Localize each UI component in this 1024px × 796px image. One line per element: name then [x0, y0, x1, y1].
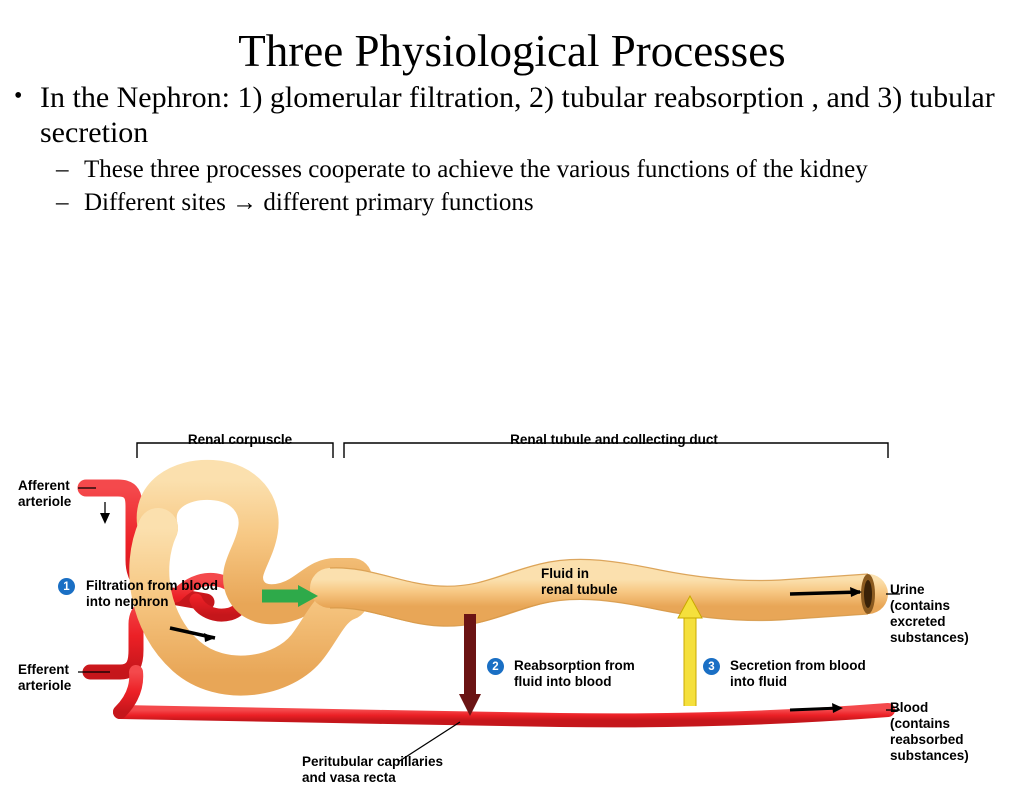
right-arrow-icon: → — [232, 189, 258, 217]
secretion-arrow-icon — [678, 596, 702, 706]
label-fluid-line2: renal tubule — [541, 581, 618, 597]
label-urine-line1: Urine — [890, 582, 925, 597]
process-3-line2: into fluid — [730, 673, 787, 689]
process-badge-3: 3 — [703, 658, 720, 675]
process-2-line1: Reabsorption from — [514, 658, 635, 673]
label-afferent-line2: arteriole — [18, 493, 72, 509]
process-2-line2: fluid into blood — [514, 673, 612, 689]
label-blood-line1: Blood — [890, 700, 929, 715]
bullet-marker: – — [56, 155, 69, 183]
bullet-text-after: different primary functions — [263, 189, 534, 217]
label-urine — [890, 582, 969, 646]
label-blood-line4: substances) — [890, 747, 969, 763]
label-afferent-arteriole — [18, 478, 71, 510]
reabsorption-arrow-icon — [459, 614, 481, 716]
process-1-line2: into nephron — [86, 593, 169, 609]
bullet-marker: – — [56, 189, 69, 217]
label-efferent-line2: arteriole — [18, 677, 72, 693]
label-efferent-arteriole — [18, 662, 71, 694]
label-blood-line2: (contains — [890, 715, 951, 731]
bullet-level1 — [14, 81, 1010, 151]
bullet-level2 — [14, 155, 1010, 185]
slide-body — [0, 81, 1024, 218]
afferent-flow-arrow-icon — [100, 513, 110, 524]
bullet-text: In the Nephron: 1) glomerular filtration, 2) tubular reabsorption , and 3) tubular secretion — [40, 81, 995, 150]
process-label-reabsorption — [514, 658, 635, 690]
label-fluid-in-renal-tubule — [541, 566, 618, 598]
label-urine-line4: substances) — [890, 629, 969, 645]
process-badge-2: 2 — [487, 658, 504, 675]
bullet-marker: • — [14, 83, 23, 110]
label-blood — [890, 700, 969, 764]
label-peritubular-line2: and vasa recta — [302, 769, 396, 785]
label-blood-line3: reabsorbed — [890, 731, 964, 747]
process-3-line1: Secretion from blood — [730, 658, 866, 673]
nephron-diagram — [0, 410, 1024, 796]
bracket-label-renal-tubule: Renal tubule and collecting duct — [510, 432, 718, 447]
peritubular-capillary-vessel — [120, 710, 888, 720]
slide — [0, 28, 1024, 796]
process-badge-1: 1 — [58, 578, 75, 595]
label-afferent-line1: Afferent — [18, 478, 70, 493]
process-label-filtration — [86, 578, 218, 610]
bullet-text — [84, 188, 1010, 218]
label-efferent-line1: Efferent — [18, 662, 70, 677]
label-peritubular-line1: Peritubular capillaries — [302, 754, 444, 769]
bullet-level2 — [14, 188, 1010, 218]
label-urine-line2: (contains — [890, 597, 951, 613]
label-peritubular-capillaries — [302, 754, 443, 786]
process-1-line1: Filtration from blood — [86, 578, 218, 593]
bullet-text: These three processes cooperate to achieve the various functions of the kidney — [84, 155, 868, 183]
bracket-label-renal-corpuscle: Renal corpuscle — [187, 432, 293, 447]
duct-lumen — [864, 580, 872, 608]
bullet-text-before: Different sites — [84, 189, 226, 217]
label-urine-line3: excreted — [890, 613, 946, 629]
page-title: Three Physiological Processes — [238, 26, 786, 76]
process-label-secretion — [730, 658, 866, 690]
label-fluid-line1: Fluid in — [541, 566, 589, 581]
